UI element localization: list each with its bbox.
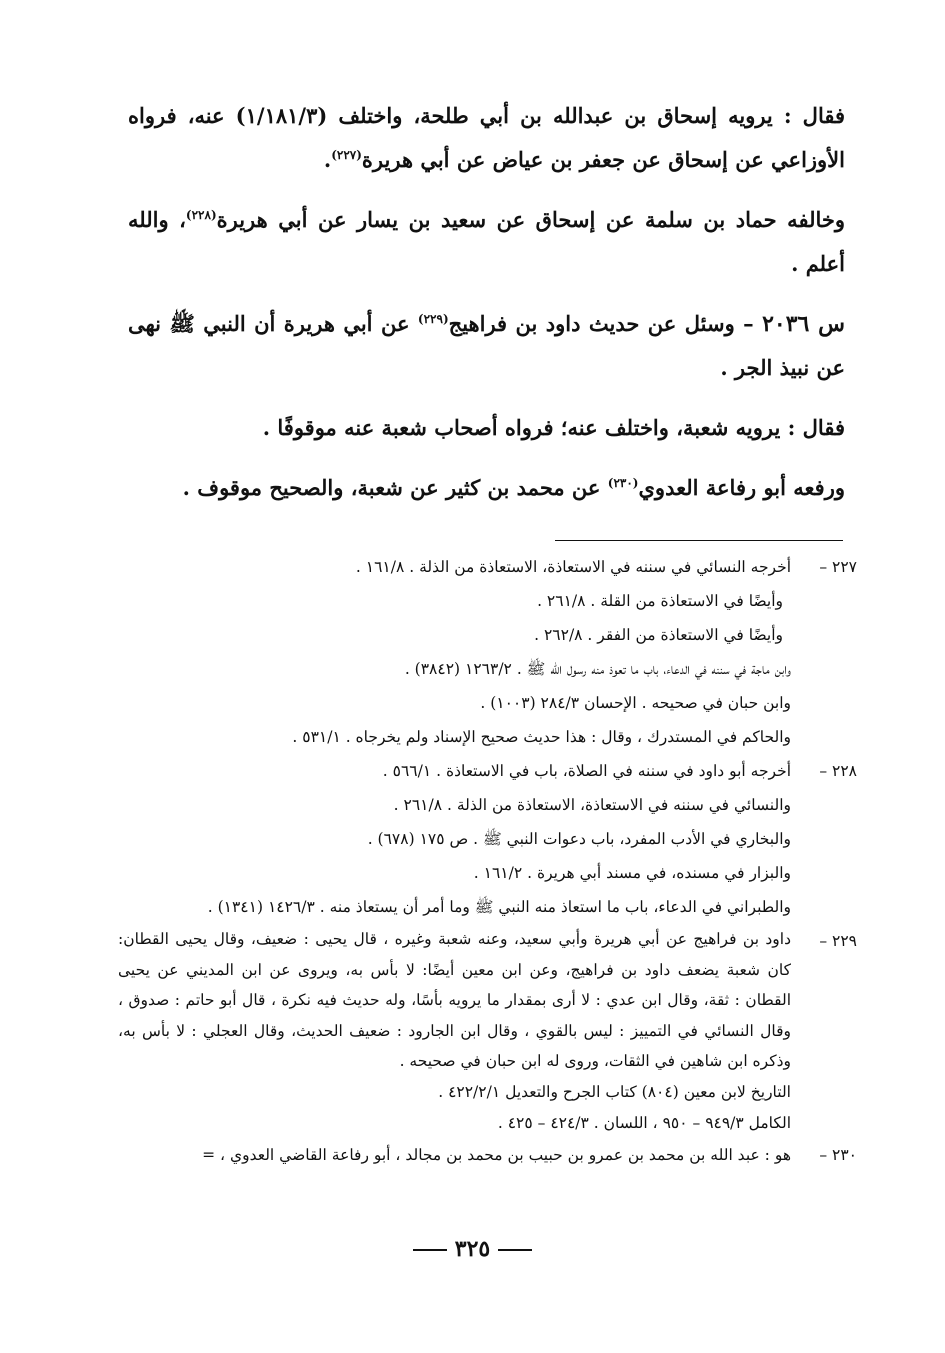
paragraph-text: وخالفه حماد بن سلمة عن إسحاق عن سعيد بن يسار عن أبي هريرة [216,207,845,232]
paragraph-tail: ، والله أعلم . [128,207,845,276]
footnote-separator [555,540,843,541]
footnote-number: ٢٢٧ – [819,558,857,576]
paragraph-3 [128,302,845,390]
footnote-body [118,754,791,924]
paragraph-text: – وسئل عن حديث داود بن فراهيج [448,311,754,336]
question-number: س ٢٠٣٦ [762,311,845,337]
footnote-229 [118,924,857,1138]
paragraph-2 [128,198,845,286]
paragraph-text: ورفعه أبو رفاعة العدوي [638,475,845,500]
paragraph-text: فقال : يرويه إسحاق بن عبدالله بن أبي طلحة، واختلف (١/١٨١/٣) عنه، فرواه الأوزاعي عن إسحاق عن جعفر بن عياض عن أبي هريرة [128,103,845,172]
footnote-228 [118,754,857,924]
footnote-line: الكامل ٩٤٩/٣ – ٩٥٠ ، اللسان . ٤٢٤/٣ – ٤٢٥ . [497,1113,791,1132]
footnote-line: أخرجه النسائي في سننه في الاستعاذة، الاستعاذة من الذلة . ١٦١/٨ . [355,558,791,576]
page-number-value: ٣٢٥ [454,1236,491,1262]
footnote-line: والبخاري في الأدب المفرد، باب دعوات النبي ﷺ . ص ١٧٥ (٦٧٨) . [367,830,791,848]
page-number-dash [498,1249,532,1251]
footnote-line: والنسائي في سننه في الاستعاذة، الاستعاذة من الذلة . ٢٦١/٨ . [393,796,791,814]
footnote-line: التاريخ لابن معين (٨٠٤) كتاب الجرح والتعديل ٤٢٢/٢/١ . [438,1082,791,1101]
paragraph-tail: . [323,147,332,172]
paragraph-text: عن أبي هريرة أن النبي ﷺ نهى عن نبيذ الجر . [128,311,845,380]
footnote-number: ٢٢٩ – [819,932,857,950]
footnote-line: وابن ماجة في سننه في الدعاء، باب ما تعوذ منه رسول الله ﷺ . ١٢٦٣/٢ (٣٨٤٢) . [404,660,791,678]
footnote-ref: (٢٢٩) [417,312,449,326]
footnote-line: والبزار في مسنده، في مسند أبي هريرة . ١٦١/٢ . [473,864,791,882]
main-text [128,94,845,526]
footnote-line: داود بن فراهيج عن أبي هريرة وأبي سعيد، وعنه شعبة وغيره ، قال يحيى : ضعيف، وقال يحيى القطان: كان شعبة يضعف داود بن فراهيج، وعن ابن معين أيضًا: لا بأس به، ويروى عن ابن المديني عن يحيى القطان : ثقة، وقال ابن عدي : لا أرى بمقدار ما يرويه بأسًا، وله حديث فيه نكرة ، قال أبو حاتم : صدوق ، وقال النسائي في التمييز : ليس بالقوي ، وقال ابن الجارود : ضعيف الحديث، وقال العجلي : لا بأس به، وذكره ابن شاهين في الثقات، وروى له ابن حبان في صحيحه . [118,930,791,1071]
footnote-line: وابن حبان في صحيحه . الإحسان ٢٨٤/٣ (١٠٠٣) . [480,694,791,712]
footnote-230 [118,1138,857,1172]
footnote-body [118,924,791,1138]
footnote-line: هو : عبد الله بن محمد بن عمرو بن حبيب بن محمد بن مجالد ، أبو رفاعة القاضي العدوي ، = [202,1146,791,1165]
footnote-line: وأيضًا في الاستعاذة من الفقر . ٢٦٢/٨ . [534,626,783,644]
footnote-ref: (٢٣٠) [607,476,639,490]
paragraph-text: فقال : يرويه شعبة، واختلف عنه؛ فرواه أصحاب شعبة عنه موقوفًا . [262,415,845,440]
footnote-ref: (٢٢٧) [331,148,362,162]
paragraph-4 [128,406,845,450]
paragraph-5 [128,466,845,510]
footnote-line: والطبراني في الدعاء، باب ما استعاذ منه النبي ﷺ وما أمر أن يستعاذ منه . ١٤٢٦/٣ (١٣٤١) . [207,898,791,916]
footnote-number: ٢٣٠ – [819,1146,857,1165]
footnotes [118,550,857,1172]
footnote-227 [118,550,857,754]
page-number [0,1236,945,1262]
page-number-dash [413,1249,447,1251]
footnote-line: أخرجه أبو داود في سننه في الصلاة، باب في الاستعاذة . ٥٦٦/١ . [382,762,791,780]
paragraph-text: عن محمد بن كثير عن شعبة، والصحيح موقوف . [182,475,601,500]
footnote-line: وأيضًا في الاستعاذة من القلة . ٢٦١/٨ . [537,592,783,610]
footnote-body [118,1138,791,1172]
paragraph-1 [128,94,845,182]
footnote-line: والحاكم في المستدرك ، وقال : هذا حديث صحيح الإسناد ولم يخرجاه . ٥٣١/١ . [292,728,791,746]
footnote-ref: (٢٢٨) [185,208,217,222]
footnote-number: ٢٢٨ – [819,762,857,780]
footnote-body [118,550,791,754]
